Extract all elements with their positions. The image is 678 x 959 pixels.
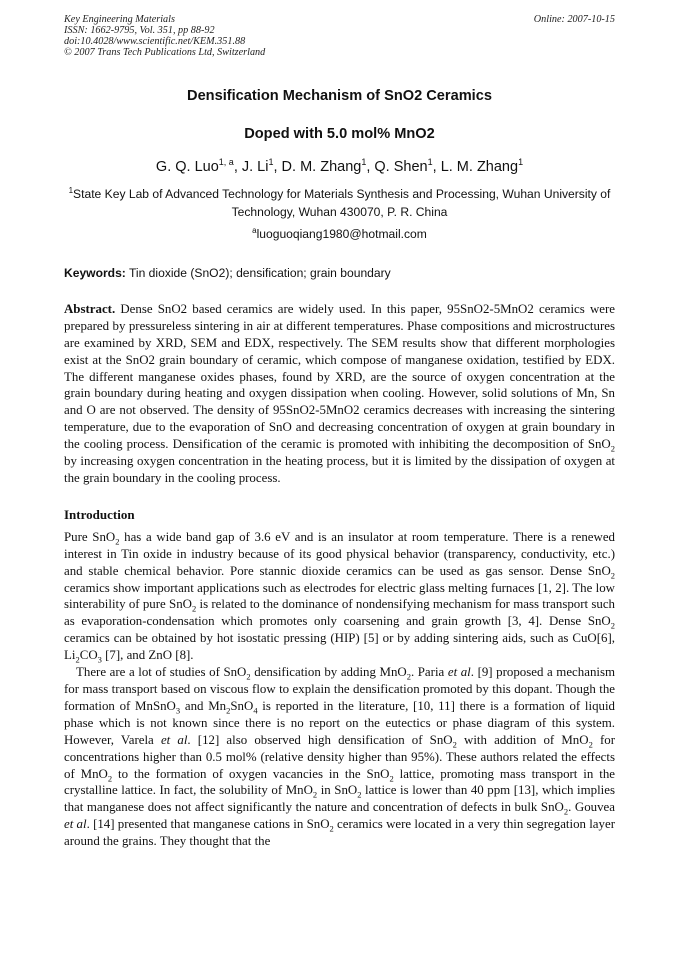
journal-name: Key Engineering Materials xyxy=(64,14,175,25)
text-run: is reported in the literature, [10, 11] there is a formation of liquid phase which is not known since there is no report on the eutectics or phase diagram of this system. However, Varela xyxy=(64,698,615,747)
author-name: L. M. Zhang xyxy=(440,158,519,175)
subscript: 3 xyxy=(97,654,102,665)
subscript: 2 xyxy=(357,790,362,801)
subscript: 2 xyxy=(588,739,593,750)
email-marker: a xyxy=(252,225,257,235)
author-email xyxy=(64,222,615,243)
subscript: 2 xyxy=(610,570,615,581)
subscript: 2 xyxy=(563,806,569,817)
text-run: lattice is lower than 40 ppm [13], which implies that manganese does not affect significantly the nature and concentration of defects in bulk SnO xyxy=(64,783,615,815)
author-affiliation-marker: 1 xyxy=(268,157,274,167)
text-run: Pure SnO xyxy=(64,529,116,544)
text-run: ceramics can be obtained by hot isostatic pressing (HIP) [5] or by adding sintering aids, such as CuO[6], Li xyxy=(64,631,615,663)
italic-text: et al xyxy=(64,817,87,832)
text-run: with addition of MnO xyxy=(456,732,589,747)
abstract xyxy=(64,301,615,487)
text-run: . Paria xyxy=(410,665,448,680)
introduction-paragraph-2 xyxy=(64,664,615,850)
journal-header xyxy=(64,14,615,58)
subscript: 2 xyxy=(329,823,334,834)
subscript: 2 xyxy=(115,536,120,547)
text-run: lattice, promoting mass transport in the crystalline lattice. In fact, the solubility of MnO xyxy=(64,766,615,798)
author-affiliation-marker: 1 xyxy=(518,157,524,167)
author-affiliation-marker: 1 xyxy=(427,157,433,167)
abstract-text-end: by increasing oxygen concentration in the heating process, but it is limited by the dissipation of oxygen at the grain boundary in the cooling process. xyxy=(64,454,615,485)
issn-line: ISSN: 1662-9795, Vol. 351, pp 88-92 xyxy=(64,25,215,36)
text-run: has a wide band gap of 3.6 eV and is an insulator at room temperature. There is a renewed interest in Tin oxide in industry because of its good physical behavior (transparency, conductivity, etc.) and stable chemical behavior. Pore stannic dioxide ceramics can be used as gas sensor. Dense SnO xyxy=(64,529,615,578)
text-run: is related to the dominance of nondensifying mechanism for mass transport such as evaporation-condensation which promotes only coarsening and grain growth [3, 4]. Dense SnO xyxy=(64,597,615,629)
subscript: 2 xyxy=(75,654,80,665)
text-run: to the formation of oxygen vacancies in the SnO xyxy=(112,766,390,781)
subscript: 2 xyxy=(226,705,231,716)
paper-title-line-1: Densification Mechanism of SnO2 Ceramics xyxy=(187,88,492,104)
text-run: [7], and ZnO [8]. xyxy=(101,648,194,663)
online-date: Online: 2007-10-15 xyxy=(533,14,615,25)
subscript: 2 xyxy=(107,773,113,784)
text-run: CO xyxy=(79,648,98,663)
abstract-label: Abstract. xyxy=(64,301,116,316)
author-list xyxy=(64,153,615,176)
doi-line[interactable]: doi:10.4028/www.scientific.net/KEM.351.88 xyxy=(64,36,246,47)
subscript: 3 xyxy=(175,705,181,716)
text-run: . [12] also observed high densification of SnO xyxy=(187,732,453,747)
subscript: 2 xyxy=(389,773,394,784)
affiliation-text: State Key Lab of Advanced Technology for Materials Synthesis and Processing, Wuhan University of Technology, Wuhan 430070, P. R. China xyxy=(73,186,611,220)
keywords-label: Keywords: xyxy=(64,265,126,280)
subscript: 2 xyxy=(191,604,197,615)
introduction-heading: Introduction xyxy=(64,506,135,522)
abstract-subscript: 2 xyxy=(610,443,615,454)
email-address[interactable]: luoguoqiang1980@hotmail.com xyxy=(256,226,427,241)
text-run: for concentrations higher than 0.5 mol% (relative density higher than 95%). These authors related the effects of MnO xyxy=(64,732,615,781)
keywords-text: Tin dioxide (SnO2); densification; grain boundary xyxy=(125,265,391,280)
author-separator: , xyxy=(273,158,282,175)
italic-text: et al xyxy=(160,732,188,747)
text-run: There are a lot of studies of SnO xyxy=(76,665,247,680)
text-run: densification by adding MnO xyxy=(250,665,407,680)
paper-page xyxy=(64,14,615,850)
text-run: ceramics were located in a very thin segregation layer around the grains. They thought that the xyxy=(64,817,615,849)
subscript: 4 xyxy=(253,705,258,716)
paper-title-line-2: Doped with 5.0 mol% MnO2 xyxy=(244,126,435,142)
keywords xyxy=(64,265,615,281)
author-name: G. Q. Luo xyxy=(155,158,219,175)
introduction-paragraph-1 xyxy=(64,529,615,664)
subscript: 2 xyxy=(312,790,318,801)
affiliation xyxy=(64,182,615,222)
affiliation-marker: 1 xyxy=(68,185,74,195)
italic-text: et al xyxy=(447,665,471,680)
author-name: Q. Shen xyxy=(374,158,428,175)
author-name: D. M. Zhang xyxy=(281,158,362,175)
author-separator: , xyxy=(432,158,441,175)
text-run: in SnO xyxy=(317,783,358,798)
text-run: and Mn xyxy=(180,698,227,713)
text-run: . [9] proposed a mechanism for mass transport based on viscous flow to explain the densification promoted by this dopant. Though the formation of MnSnO xyxy=(64,665,616,713)
author-affiliation-marker: 1 xyxy=(361,157,367,167)
subscript: 2 xyxy=(452,739,457,750)
author-name: J. Li xyxy=(241,158,269,175)
subscript: 2 xyxy=(246,671,251,682)
author-affiliation-marker: 1, a xyxy=(218,157,234,167)
text-run: SnO xyxy=(230,698,254,713)
author-separator: , xyxy=(366,158,375,175)
subscript: 2 xyxy=(406,671,411,682)
abstract-text: Dense SnO2 based ceramics are widely used. In this paper, 95SnO2-5MnO2 ceramics were prepared by pressureless sintering in air at different temperatures. Phase compositions and microstructures are examined by XRD, SEM and EDX, respectively. The SEM results show that different morphologies exist at the SnO2 grain boundary of ceramic, which compose of manganese oxidation, testified by EDX. The different manganese oxides phases, found by XRD, are the source of oxygen concentration at the grain boundary during heating and oxygen dissipation when cooling. However, solid solutions of Mn, Sn and O are not observed. The density of 95SnO2-5MnO2 ceramics decreases with increasing the sintering temperature, due to the evaporation of SnO and decreasing concentration of oxygen at grain boundary in the cooling process. Densification of the ceramic is promoted with inhibiting the decomposition of SnO xyxy=(64,301,615,452)
text-run: ceramics show important applications such as electrodes for electric glass melting furnaces [1, 2]. The low sinterability of pure SnO xyxy=(64,580,615,612)
copyright-line: © 2007 Trans Tech Publications Ltd, Switzerland xyxy=(64,47,266,58)
subscript: 2 xyxy=(610,620,615,631)
text-run: . [14] presented that manganese cations in SnO xyxy=(86,817,330,832)
text-run: . Gouvea xyxy=(568,800,615,815)
author-separator: , xyxy=(233,158,242,175)
